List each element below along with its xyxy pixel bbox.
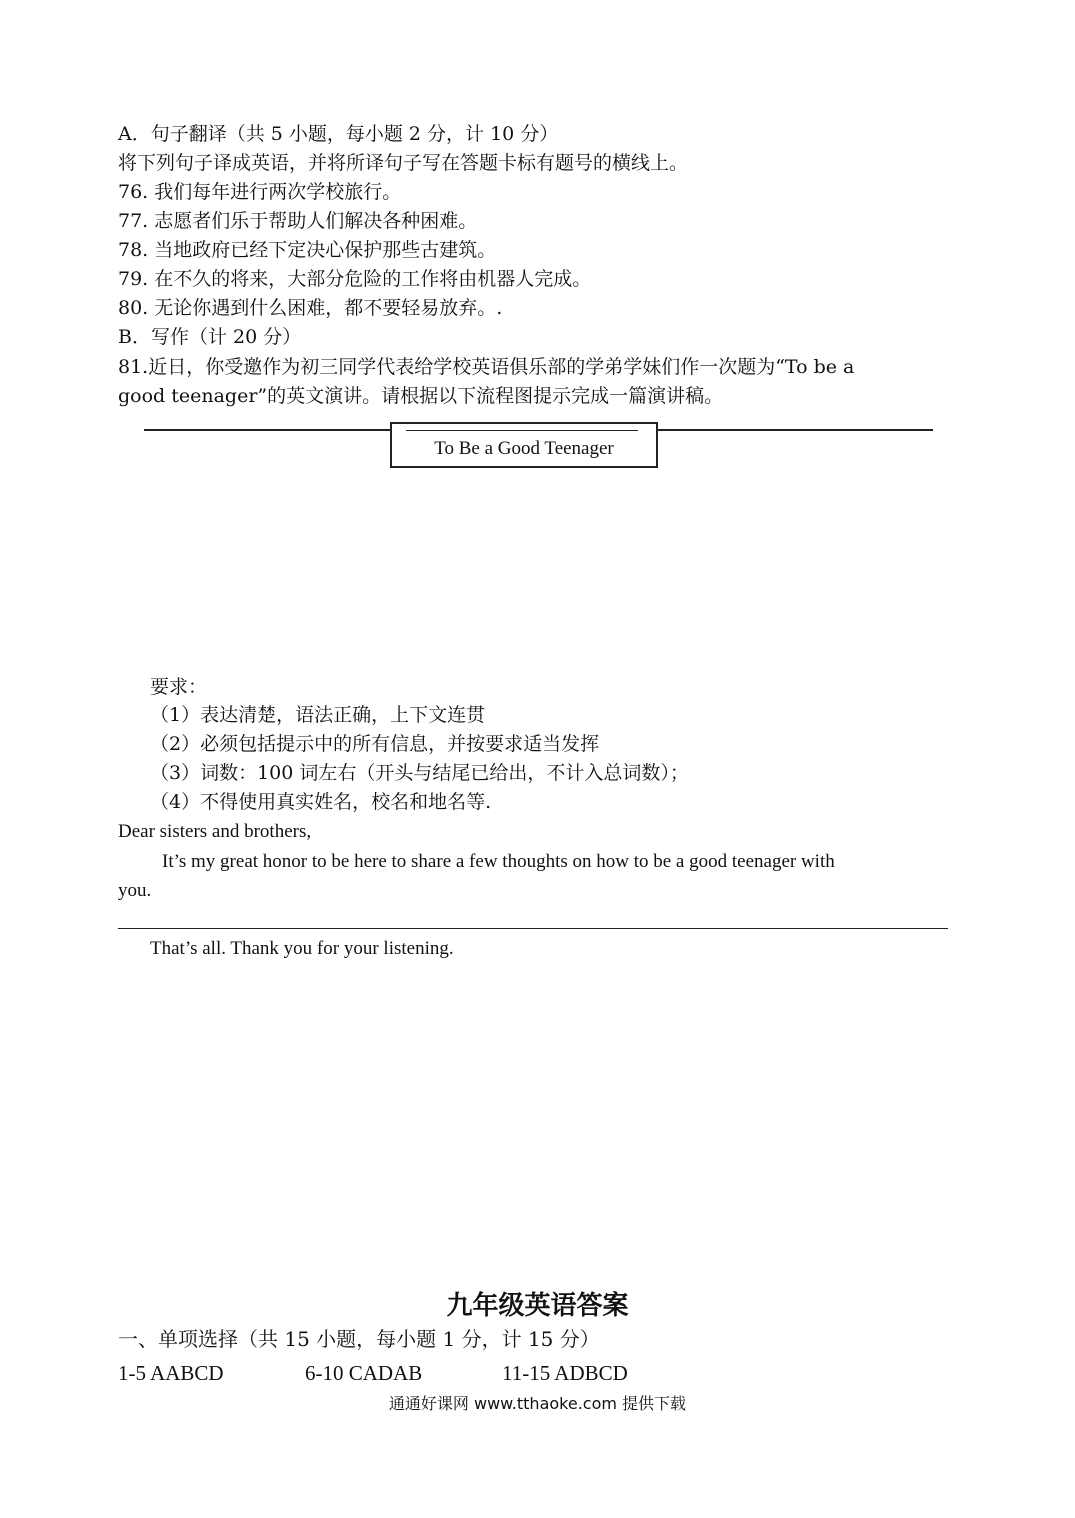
- requirement-1: （1）表达清楚，语法正确，上下文连贯: [150, 704, 486, 726]
- question-79: 79. 在不久的将来，大部分危险的工作将由机器人完成。: [118, 268, 592, 290]
- opening-line-1: It’s my great honor to be here to share a few thoughts on how to be a good teenager with: [162, 851, 835, 872]
- question-78: 78. 当地政府已经下定决心保护那些古建筑。: [118, 239, 497, 261]
- answer-group-1: 1-5 AABCD: [118, 1361, 224, 1385]
- title-box-rule: [406, 430, 638, 431]
- flowchart-title: To Be a Good Teenager: [434, 438, 614, 459]
- requirement-3: （3）词数：100 词左右（开头与结尾已给出，不计入总词数）；: [150, 762, 689, 784]
- requirements-label: 要求：: [150, 676, 208, 698]
- section-b-heading: B．写作（计 20 分）: [118, 326, 302, 348]
- flowchart-title-box: [390, 422, 658, 468]
- footer-credit: 通通好课网 www.tthaoke.com 提供下载: [388, 1394, 687, 1413]
- requirement-2: （2）必须包括提示中的所有信息，并按要求适当发挥: [150, 733, 600, 755]
- section-a-heading: A．句子翻译（共 5 小题，每小题 2 分，计 10 分）: [118, 123, 559, 145]
- flowchart-left-rule: [144, 429, 390, 431]
- writing-prompt-line-1: 81.近日，你受邀作为初三同学代表给学校英语俱乐部的学弟学妹们作一次题为“To be a: [118, 356, 855, 378]
- question-80: 80. 无论你遇到什么困难，都不要轻易放弃。.: [118, 297, 503, 319]
- question-76: 76. 我们每年进行两次学校旅行。: [118, 181, 402, 203]
- answer-group-2: 6-10 CADAB: [305, 1361, 423, 1385]
- writing-prompt-line-2: good teenager”的英文演讲。请根据以下流程图提示完成一篇演讲稿。: [118, 385, 724, 407]
- answers-title: 九年级英语答案: [446, 1291, 629, 1321]
- flowchart-right-rule: [658, 429, 933, 431]
- requirement-4: （4）不得使用真实姓名，校名和地名等.: [150, 791, 492, 813]
- question-77: 77. 志愿者们乐于帮助人们解决各种困难。: [118, 210, 478, 232]
- answer-rule: [118, 928, 948, 929]
- closing-line: That’s all. Thank you for your listening.: [150, 938, 454, 959]
- answer-group-3: 11-15 ADBCD: [502, 1361, 628, 1385]
- answers-section-1-heading: 一、单项选择（共 15 小题，每小题 1 分，计 15 分）: [118, 1327, 600, 1351]
- salutation: Dear sisters and brothers,: [118, 821, 312, 842]
- section-a-instruction: 将下列句子译成英语，并将所译句子写在答题卡标有题号的横线上。: [118, 152, 689, 174]
- opening-line-2: you.: [118, 880, 152, 901]
